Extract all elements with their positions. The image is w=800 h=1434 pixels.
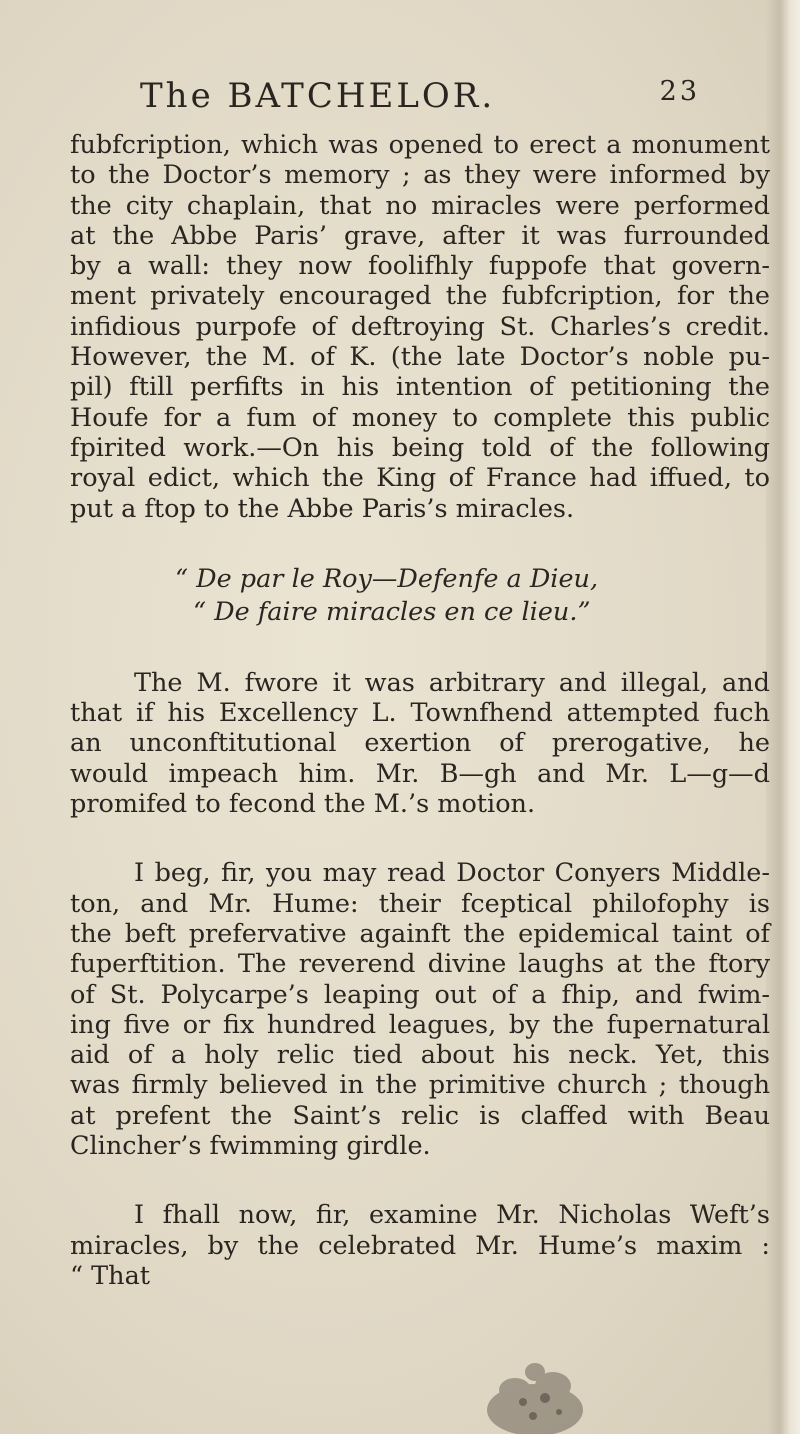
paragraph-3 bbox=[70, 668, 770, 819]
text-line: Clincher’s fwimming girdle. bbox=[70, 1131, 431, 1162]
text-line: at the Abbe Paris’ grave, after it was furrounded bbox=[70, 220, 770, 251]
text-line: However, the M. of K. (the late Doctor’s noble pu- bbox=[70, 342, 770, 373]
text-line: I fhall now, fir, examine Mr. Nicholas Weft’s bbox=[134, 1200, 770, 1231]
text-line: put a ftop to the Abbe Paris’s miracles. bbox=[70, 493, 575, 524]
text-line: of St. Polycarpe’s leaping out of a fhip, and fwim- bbox=[70, 979, 770, 1010]
verse-line: “ De faire miracles en ce lieu.” bbox=[193, 596, 591, 627]
page-number: 23 bbox=[659, 76, 700, 107]
text-line: ing five or fix hundred leagues, by the fupernatural bbox=[70, 1009, 770, 1040]
text-line: promifed to fecond the M.’s motion. bbox=[70, 789, 536, 820]
verse-quote bbox=[70, 563, 770, 629]
text-line: pil) ftill perfifts in his intention of petitioning the bbox=[70, 372, 770, 403]
text-line: to the Doctor’s memory ; as they were informed by bbox=[70, 160, 770, 191]
text-line: at prefent the Saint’s relic is claffed with Beau bbox=[70, 1100, 770, 1131]
text-line: the city chaplain, that no miracles were performed bbox=[70, 190, 770, 221]
running-title: The BATCHELOR. bbox=[140, 76, 496, 116]
text-line: ton, and Mr. Hume: their fceptical philofophy is bbox=[70, 888, 770, 919]
text-line: infidious purpofe of deftroying St. Charles’s credit. bbox=[70, 311, 770, 342]
text-line: was firmly believed in the primitive church ; though bbox=[70, 1070, 770, 1101]
body-text bbox=[70, 130, 770, 1291]
text-line: royal edict, which the King of France had iffued, to bbox=[70, 463, 770, 494]
running-head bbox=[140, 76, 700, 116]
text-line: fpirited work.—On his being told of the following bbox=[70, 432, 770, 463]
text-line: I beg, fir, you may read Doctor Conyers Middle- bbox=[134, 858, 770, 889]
text-line: miracles, by the celebrated Mr. Hume’s maxim : bbox=[70, 1230, 770, 1261]
text-line: the beft prefervative againft the epidemical taint of bbox=[70, 918, 770, 949]
text-line: that if his Excellency L. Townfhend attempted fuch bbox=[70, 698, 770, 729]
page-edge bbox=[766, 0, 800, 1434]
printers-ornament bbox=[475, 1350, 595, 1434]
text-line: fubfcription, which was opened to erect a monument bbox=[70, 130, 770, 160]
text-line: by a wall: they now foolifhly fuppofe that govern- bbox=[70, 251, 770, 282]
text-line: Houfe for a fum of money to complete this public bbox=[70, 402, 770, 433]
paragraph-5 bbox=[70, 1200, 770, 1291]
paragraph-4 bbox=[70, 858, 770, 1161]
text-line: would impeach him. Mr. B—gh and Mr. L—g—d bbox=[70, 758, 770, 789]
paragraph-1 bbox=[70, 130, 770, 524]
verse-line: “ De par le Roy—Defenfe a Dieu, bbox=[175, 563, 599, 594]
text-line: The M. fwore it was arbitrary and illegal, and bbox=[134, 667, 770, 698]
text-line: fuperftition. The reverend divine laughs at the ftory bbox=[70, 949, 770, 980]
text-line: ment privately encouraged the fubfcription, for the bbox=[70, 281, 770, 312]
text-line: an unconftitutional exertion of prerogative, he bbox=[70, 728, 770, 759]
catchword: “ That bbox=[70, 1260, 151, 1291]
text-line: aid of a holy relic tied about his neck. Yet, this bbox=[70, 1040, 770, 1071]
